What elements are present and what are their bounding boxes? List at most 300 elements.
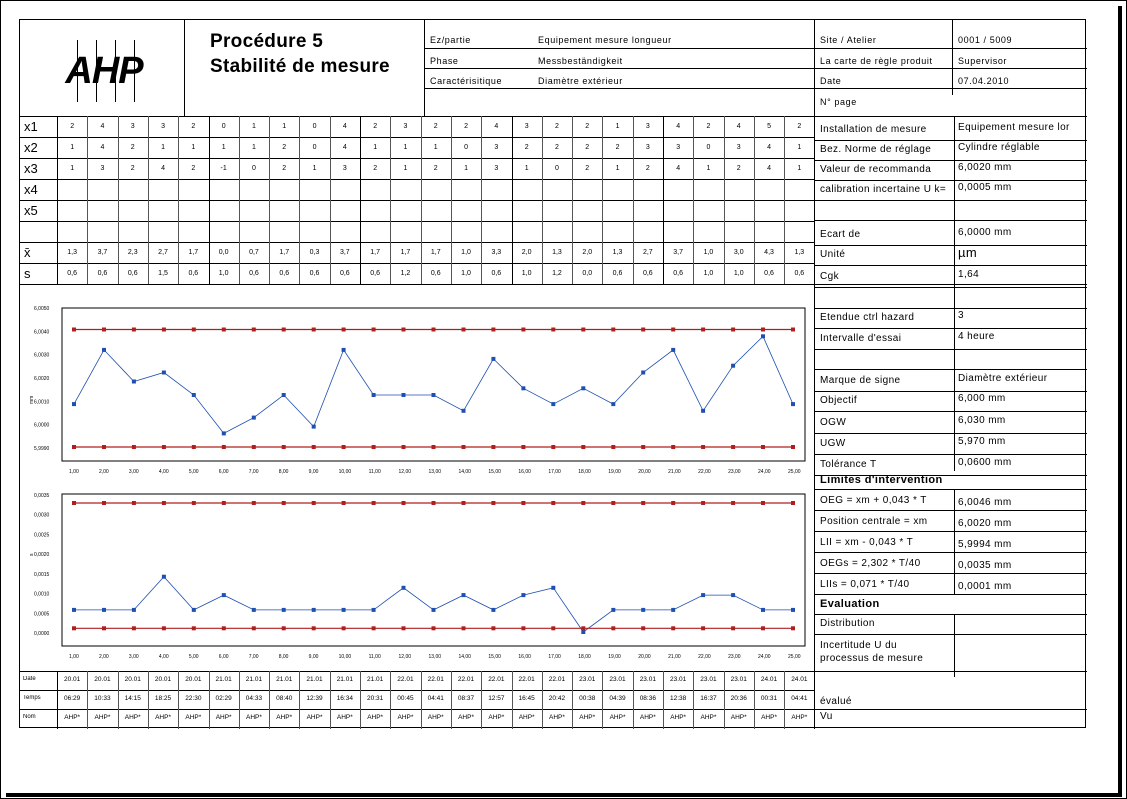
x-tick-label: 10,00 [338, 654, 352, 660]
log-cell: AHP* [336, 714, 353, 721]
limit-marker [611, 328, 615, 332]
data-point [192, 608, 196, 612]
info-value: 6,0000 mm [958, 227, 1012, 238]
measurement-cell: 1 [70, 144, 75, 151]
mean-chart [20, 288, 814, 478]
limit-marker [581, 626, 585, 630]
data-point [701, 593, 705, 597]
data-point [132, 608, 136, 612]
limit-marker [731, 626, 735, 630]
limit-marker [551, 501, 555, 505]
log-cell: 22.01 [397, 676, 414, 683]
x-tick-label: 9,00 [308, 654, 319, 660]
row-label: x3 [24, 161, 38, 176]
measurement-cell: 0 [251, 165, 256, 172]
limit-marker [162, 445, 166, 449]
y-tick-label: 0,0010 [34, 591, 50, 598]
limit-marker [402, 445, 406, 449]
data-point [72, 402, 76, 406]
data-point [611, 402, 615, 406]
x-tick-label: 9,00 [308, 469, 319, 475]
log-cell: 20.01 [94, 676, 111, 683]
x-tick-label: 11,00 [368, 469, 381, 475]
info-value: 6,030 mm [958, 415, 1006, 426]
measurement-cell: 4,3 [764, 249, 774, 256]
limit-marker [491, 328, 495, 332]
measurement-cell: 2,7 [158, 249, 168, 256]
measurement-cell: 2,3 [127, 249, 138, 256]
measurement-cell: 1 [191, 144, 196, 151]
measurement-cell: 3 [130, 123, 135, 130]
measurement-cell: 1 [161, 144, 165, 151]
measurement-cell: 3 [161, 123, 165, 130]
limit-marker [462, 626, 466, 630]
header-right-label: N° page [820, 97, 857, 107]
measurement-cell: -1 [220, 165, 227, 172]
limit-marker [102, 445, 106, 449]
log-cell: AHP* [609, 714, 626, 721]
measurement-cell: 0,6 [491, 270, 502, 277]
measurement-cell: 3 [736, 144, 741, 151]
limit-marker [252, 501, 256, 505]
measurement-cell: 0,3 [309, 249, 320, 256]
y-tick-label: 0,0015 [34, 571, 50, 578]
data-point [671, 348, 675, 352]
data-point [312, 608, 316, 612]
limit-marker [192, 501, 196, 505]
limit-marker [372, 328, 376, 332]
limit-marker [521, 501, 525, 505]
measurement-cell: 1,5 [158, 270, 168, 277]
limit-label: LIIs = 0,071 * T/40 [820, 579, 910, 590]
measurement-cell: 0,6 [339, 270, 350, 277]
log-cell: AHP* [579, 714, 596, 721]
measurement-cell: 3 [676, 144, 681, 151]
header-right-value: 0001 / 5009 [958, 35, 1013, 45]
limit-marker [102, 501, 106, 505]
measurement-cell: 1 [251, 144, 256, 151]
measurement-cell: 3,0 [733, 249, 744, 256]
y-tick-label: 0,0005 [34, 611, 50, 618]
measurement-cell: 2 [70, 123, 75, 130]
x-tick-label: 22,00 [698, 654, 711, 660]
measurement-cell: 0,0 [218, 249, 229, 256]
row-label: x1 [24, 119, 38, 134]
measurement-cell: 1 [373, 144, 378, 151]
control-chart-sheet [19, 19, 1086, 728]
log-cell: 20:31 [367, 695, 384, 702]
log-cell: AHP* [94, 714, 111, 721]
limit-marker [491, 626, 495, 630]
limit-marker [551, 328, 555, 332]
measurement-cell: 0 [464, 144, 468, 151]
info-label: calibration incertaine U k= [820, 184, 947, 195]
measurement-cell: 2 [191, 165, 196, 172]
log-cell: AHP* [64, 714, 81, 721]
data-point [102, 348, 106, 352]
x-tick-label: 12,00 [398, 469, 412, 475]
limit-marker [701, 328, 705, 332]
info-value: 4 heure [958, 331, 995, 342]
measurement-cell: 2 [585, 123, 590, 130]
log-cell: 20.01 [124, 676, 141, 683]
x-tick-label: 3,00 [128, 654, 139, 660]
log-cell: AHP* [306, 714, 323, 721]
measurement-cell: 1,7 [400, 249, 411, 256]
limit-value: 0,0001 mm [958, 581, 1012, 592]
data-point [611, 608, 615, 612]
info-label: Cgk [820, 271, 839, 282]
log-cell: 00:45 [397, 695, 414, 702]
log-cell: 23.01 [639, 676, 656, 683]
header-field-value: Equipement mesure longueur [538, 35, 672, 45]
measurement-cell: 0,6 [188, 270, 199, 277]
info-value: 0,0005 mm [958, 182, 1012, 193]
log-cell: 20.01 [185, 676, 202, 683]
measurement-cell: 4 [676, 123, 681, 130]
measurement-table [20, 116, 814, 284]
header-field-label: Caractérisitique [430, 76, 503, 86]
x-tick-label: 17,00 [548, 654, 561, 660]
log-cell: 21.01 [367, 676, 384, 683]
x-tick-label: 13,00 [428, 469, 442, 475]
y-tick-label: 0,0025 [34, 532, 50, 539]
row-label: x4 [24, 182, 38, 197]
x-tick-label: 15,00 [488, 654, 501, 660]
measurement-cell: 1 [312, 165, 317, 172]
header-right-label: Date [820, 76, 842, 86]
measurement-cell: 3 [100, 165, 105, 172]
log-cell: 23.01 [700, 676, 717, 683]
measurement-cell: 2,7 [642, 249, 653, 256]
log-cell: 24.01 [791, 676, 808, 683]
info-panel [814, 116, 1087, 671]
log-cell: 02:29 [215, 695, 232, 702]
chart-frame [62, 494, 805, 646]
log-cell: 20:36 [730, 695, 747, 702]
x-tick-label: 15,00 [488, 469, 501, 475]
data-point [282, 393, 286, 397]
data-point [671, 608, 675, 612]
log-cell: 18:25 [154, 695, 172, 702]
measurement-cell: 2,0 [582, 249, 593, 256]
measurement-cell: 0,6 [370, 270, 381, 277]
limit-marker [611, 626, 615, 630]
log-cell: AHP* [730, 714, 747, 721]
limit-marker [641, 445, 645, 449]
info-label: Objectif [820, 395, 858, 406]
limit-marker [671, 626, 675, 630]
measurement-cell: 4 [100, 123, 105, 130]
data-point [312, 425, 316, 429]
log-cell: 23.01 [730, 676, 747, 683]
log-row-label: Date [23, 676, 36, 682]
limit-marker [372, 445, 376, 449]
info-value: 3 [958, 310, 964, 321]
log-cell: AHP* [639, 714, 656, 721]
info-label: Etendue ctrl hazard [820, 312, 915, 323]
measurement-cell: 4 [767, 144, 771, 151]
measurement-cell: 4 [161, 165, 165, 172]
measurement-cell: 2 [191, 123, 196, 130]
x-tick-label: 5,00 [188, 654, 199, 660]
stddev-chart [20, 480, 814, 670]
data-point [132, 380, 136, 384]
limit-marker [402, 328, 406, 332]
log-cell: AHP* [700, 714, 717, 721]
log-cell: AHP* [124, 714, 141, 721]
limit-marker [731, 328, 735, 332]
data-point [372, 608, 376, 612]
limit-label: LII = xm - 0,043 * T [820, 537, 914, 548]
limits-title: Limites d'intervention [820, 474, 943, 486]
header-right-label: Site / Atelier [820, 35, 877, 45]
limit-marker [162, 501, 166, 505]
data-point [701, 409, 705, 413]
log-row-label: Temps [23, 695, 41, 701]
x-tick-label: 8,00 [278, 654, 289, 660]
limit-marker [312, 501, 316, 505]
measurement-cell: 0,7 [249, 249, 259, 256]
measurement-cell: 1 [524, 165, 529, 172]
limit-marker [641, 328, 645, 332]
uncertainty-label-2: processus de mesure [820, 653, 924, 664]
measurement-cell: 2 [736, 165, 741, 172]
x-tick-label: 7,00 [248, 654, 259, 660]
data-point [432, 393, 436, 397]
log-cell: AHP* [458, 714, 474, 721]
limit-marker [282, 328, 286, 332]
measurement-cell: 2 [524, 144, 529, 151]
limit-marker [701, 626, 705, 630]
data-point [791, 608, 795, 612]
limit-value: 5,9994 mm [958, 539, 1012, 550]
data-point [222, 431, 226, 435]
limit-marker [462, 501, 466, 505]
measurement-cell: 3 [524, 123, 529, 130]
info-value: Diamètre extérieur [958, 373, 1048, 384]
logo [56, 40, 152, 100]
measurement-cell: 1,7 [370, 249, 381, 256]
log-cell: 14:15 [124, 695, 141, 702]
measurement-cell: 1,0 [218, 270, 229, 277]
log-cell: AHP* [367, 714, 384, 721]
measurement-log-table [20, 671, 814, 729]
page-title: Procédure 5 [210, 31, 324, 52]
data-point [791, 402, 795, 406]
log-cell: AHP* [488, 714, 505, 721]
measurement-cell: 3 [494, 165, 499, 172]
limit-marker [791, 626, 795, 630]
measurement-cell: 3 [403, 123, 408, 130]
log-cell: 21.01 [276, 676, 293, 683]
limit-marker [342, 328, 346, 332]
header-field-label: Ez/partie [430, 35, 471, 45]
log-cell: 04:33 [245, 695, 263, 702]
x-tick-label: 20,00 [638, 469, 651, 475]
header-field-value: Diamètre extérieur [538, 76, 623, 86]
header-field-label: Phase [430, 56, 459, 66]
log-row-label: Nom [23, 714, 36, 720]
measurement-cell: 1,2 [552, 270, 562, 277]
limit-marker [671, 445, 675, 449]
y-axis-label: mm [29, 395, 35, 404]
log-cell: 04:41 [791, 695, 808, 702]
data-point [342, 608, 346, 612]
limit-marker [462, 445, 466, 449]
measurement-cell: 2 [130, 144, 135, 151]
log-cell: 21.01 [306, 676, 323, 683]
x-tick-label: 21,00 [668, 654, 681, 660]
limit-label: Position centrale = xm [820, 516, 928, 527]
measurement-cell: 1 [797, 144, 802, 151]
measurement-cell: 0,6 [279, 270, 290, 277]
limit-marker [701, 501, 705, 505]
limit-marker [282, 626, 286, 630]
page-subtitle: Stabilité de mesure [210, 56, 390, 77]
info-label: OGW [820, 417, 847, 428]
log-cell: 21.01 [336, 676, 353, 683]
limit-marker [312, 626, 316, 630]
measurement-cell: 2 [554, 123, 559, 130]
measurement-cell: 0 [221, 123, 226, 130]
measurement-cell: 0 [706, 144, 711, 151]
limit-marker [521, 626, 525, 630]
measurement-cell: 1,7 [188, 249, 199, 256]
limit-marker [372, 626, 376, 630]
limit-label: OEG = xm + 0,043 * T [820, 495, 927, 506]
info-value: 0,0600 mm [958, 457, 1012, 468]
log-cell: 23.01 [670, 676, 687, 683]
measurement-cell: 1 [403, 165, 408, 172]
limit-marker [641, 501, 645, 505]
log-cell: 22:30 [185, 695, 202, 702]
x-tick-label: 4,00 [158, 654, 169, 660]
log-cell: 22.01 [518, 676, 535, 683]
measurement-cell: 2 [373, 123, 378, 130]
header-right-label: La carte de règle produit [820, 56, 933, 66]
data-point [551, 402, 555, 406]
measurement-cell: 1,3 [67, 249, 78, 256]
x-tick-label: 12,00 [398, 654, 412, 660]
limit-marker [222, 328, 226, 332]
limit-marker [611, 445, 615, 449]
limit-label: OEGs = 2,302 * T/40 [820, 558, 921, 569]
measurement-cell: 0,6 [794, 270, 805, 277]
limit-marker [761, 328, 765, 332]
y-tick-label: 0,0035 [34, 493, 50, 499]
limit-marker [731, 445, 735, 449]
measurement-cell: 0,6 [430, 270, 441, 277]
measurement-cell: 2 [282, 165, 287, 172]
log-cell: 08:36 [639, 695, 656, 702]
data-point [641, 608, 645, 612]
x-tick-label: 18,00 [578, 654, 591, 660]
log-cell: 04:41 [427, 695, 444, 702]
y-tick-label: 6,0010 [34, 399, 50, 406]
x-tick-label: 22,00 [698, 469, 711, 475]
limit-marker [222, 501, 226, 505]
limit-marker [222, 445, 226, 449]
x-tick-label: 6,00 [218, 654, 229, 660]
seen-label: Vu [820, 711, 833, 722]
limit-marker [72, 501, 76, 505]
data-point [222, 593, 226, 597]
y-tick-label: 0,0030 [34, 512, 50, 519]
measurement-cell: 4 [736, 123, 741, 130]
info-value: 1,64 [958, 269, 980, 280]
x-tick-label: 2,00 [98, 654, 109, 660]
log-cell: 16:45 [518, 695, 535, 702]
x-tick-label: 24,00 [758, 469, 771, 475]
data-point [402, 393, 406, 397]
limit-marker [372, 501, 376, 505]
x-tick-label: 5,00 [188, 469, 199, 475]
x-tick-label: 19,00 [608, 654, 621, 660]
measurement-cell: 0,0 [582, 270, 593, 277]
data-point [192, 393, 196, 397]
x-tick-label: 6,00 [218, 469, 229, 475]
log-cell: 06:29 [64, 695, 81, 702]
y-tick-label: 6,0050 [34, 306, 50, 312]
x-tick-label: 7,00 [248, 469, 259, 475]
header-right-value: Supervisor [958, 56, 1008, 66]
evaluation-title: Evaluation [820, 598, 880, 610]
measurement-cell: 0,6 [673, 270, 684, 277]
measurement-cell: 1 [70, 165, 75, 172]
x-tick-label: 21,00 [668, 469, 681, 475]
x-tick-label: 20,00 [638, 654, 651, 660]
data-point [731, 593, 735, 597]
measurement-cell: 2 [645, 165, 650, 172]
logo-text: AHP [65, 50, 143, 92]
log-cell: AHP* [276, 714, 293, 721]
info-label: Tolérance T [820, 459, 877, 470]
measurement-cell: 3 [645, 144, 650, 151]
measurement-cell: 1,0 [521, 270, 532, 277]
x-tick-label: 18,00 [578, 469, 591, 475]
x-tick-label: 13,00 [428, 654, 442, 660]
y-tick-label: 0,0020 [34, 552, 50, 559]
measurement-cell: 3 [494, 144, 499, 151]
measurement-cell: 0,6 [97, 270, 108, 277]
limit-marker [312, 445, 316, 449]
info-label: Intervalle d'essai [820, 333, 902, 344]
log-cell: 16:37 [700, 695, 717, 702]
data-point [581, 386, 585, 390]
data-point [372, 393, 376, 397]
x-tick-label: 25,00 [788, 469, 801, 475]
measurement-cell: 1,3 [612, 249, 623, 256]
measurement-cell: 3,7 [97, 249, 108, 256]
uncertainty-label: Incertitude U du [820, 640, 897, 651]
x-tick-label: 1,00 [69, 654, 79, 660]
limit-marker [761, 445, 765, 449]
row-label: x5 [24, 203, 38, 218]
x-tick-label: 24,00 [758, 654, 771, 660]
data-point [102, 608, 106, 612]
log-cell: AHP* [518, 714, 535, 721]
limit-marker [342, 501, 346, 505]
limit-marker [282, 501, 286, 505]
info-value: µm [958, 245, 978, 260]
limit-marker [252, 328, 256, 332]
x-tick-label: 17,00 [548, 469, 561, 475]
measurement-cell: 4 [767, 165, 771, 172]
measurement-cell: 4 [100, 144, 105, 151]
measurement-cell: 1 [706, 165, 711, 172]
limit-marker [72, 626, 76, 630]
